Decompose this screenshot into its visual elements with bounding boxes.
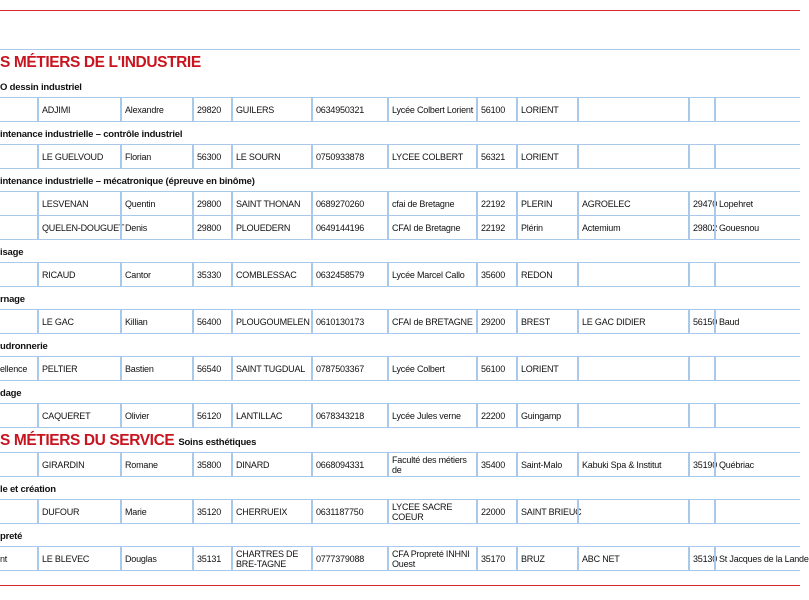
city-cell: CHARTRES DE BRE-TAGNE xyxy=(231,547,311,570)
last-name-cell: DUFOUR xyxy=(37,500,120,523)
phone-cell: 0689270260 xyxy=(311,192,387,215)
company-city-cell xyxy=(714,263,800,286)
city-cell: SAINT TUGDUAL xyxy=(231,357,311,380)
phone-cell: 0787503367 xyxy=(311,357,387,380)
last-name-cell: RICAUD xyxy=(37,263,120,286)
school-cell: CFA Propreté INHNI Ouest xyxy=(387,547,476,570)
school-cell: Faculté des métiers de xyxy=(387,453,476,476)
school-city-cell: BRUZ xyxy=(516,547,577,570)
first-name-cell: Denis xyxy=(120,216,192,239)
group-subtitle: intenance industrielle – contrôle industriel xyxy=(0,129,183,140)
group-subtitle: isage xyxy=(0,247,24,258)
city-cell: PLOUGOUMELEN xyxy=(231,310,311,333)
table-row xyxy=(0,215,800,240)
first-name-cell: Douglas xyxy=(120,547,192,570)
table-row xyxy=(0,144,800,169)
school-postal-code-cell: 56321 xyxy=(476,145,516,168)
first-name-cell: Marie xyxy=(120,500,192,523)
group-subtitle: dage xyxy=(0,388,22,399)
specialty-cell: ellence xyxy=(0,363,28,374)
school-cell: LYCEE COLBERT xyxy=(387,145,476,168)
top-rule xyxy=(0,10,800,11)
school-city-cell: Saint-Malo xyxy=(516,453,577,476)
table-row xyxy=(0,262,800,287)
last-name-cell: GIRARDIN xyxy=(37,453,120,476)
company-postal-code-cell: 35190 xyxy=(688,453,714,476)
school-city-cell: LORIENT xyxy=(516,98,577,121)
company-postal-code-cell: 29470 xyxy=(688,192,714,215)
school-city-cell: BREST xyxy=(516,310,577,333)
city-cell: DINARD xyxy=(231,453,311,476)
phone-cell: 0678343218 xyxy=(311,404,387,427)
school-city-cell: PLERIN xyxy=(516,192,577,215)
group-subtitle: O dessin industriel xyxy=(0,82,82,93)
last-name-cell: PELTIER xyxy=(37,357,120,380)
school-postal-code-cell: 22192 xyxy=(476,192,516,215)
specialty-cell xyxy=(0,216,37,239)
specialty-cell xyxy=(0,263,37,286)
company-city-cell: Baud xyxy=(714,310,800,333)
company-postal-code-cell: 56150 xyxy=(688,310,714,333)
city-cell: LE SOURN xyxy=(231,145,311,168)
company-cell xyxy=(577,145,688,168)
phone-cell: 0777379088 xyxy=(311,547,387,570)
company-postal-code-cell xyxy=(688,357,714,380)
section-title: S MÉTIERS DU SERVICE xyxy=(0,432,175,449)
school-postal-code-cell: 22000 xyxy=(476,500,516,523)
phone-cell: 0649144196 xyxy=(311,216,387,239)
company-city-cell: Lopehret xyxy=(714,192,800,215)
postal-code-cell: 56120 xyxy=(192,404,231,427)
postal-code-cell: 29820 xyxy=(192,98,231,121)
phone-cell: 0632458579 xyxy=(311,263,387,286)
first-name-cell: Florian xyxy=(120,145,192,168)
company-cell xyxy=(577,357,688,380)
table-row xyxy=(0,97,800,122)
company-postal-code-cell xyxy=(688,263,714,286)
postal-code-cell: 56540 xyxy=(192,357,231,380)
first-name-cell: Bastien xyxy=(120,357,192,380)
group-subtitle: le et création xyxy=(0,484,56,495)
company-city-cell: Gouesnou xyxy=(714,216,800,239)
city-cell: GUILERS xyxy=(231,98,311,121)
school-city-cell: SAINT BRIEUC xyxy=(516,500,577,523)
phone-cell: 0634950321 xyxy=(311,98,387,121)
specialty-cell xyxy=(0,453,37,476)
first-name-cell: Romane xyxy=(120,453,192,476)
school-postal-code-cell: 22192 xyxy=(476,216,516,239)
company-city-cell xyxy=(714,145,800,168)
company-cell xyxy=(577,404,688,427)
company-cell xyxy=(577,263,688,286)
postal-code-cell: 56400 xyxy=(192,310,231,333)
specialty-cell xyxy=(0,192,37,215)
company-cell: ABC NET xyxy=(577,547,688,570)
city-cell: LANTILLAC xyxy=(231,404,311,427)
table-row xyxy=(0,546,809,571)
school-city-cell: REDON xyxy=(516,263,577,286)
company-postal-code-cell: 35130 xyxy=(688,547,714,570)
postal-code-cell: 35131 xyxy=(192,547,231,570)
school-cell: LYCEE SACRE COEUR xyxy=(387,500,476,523)
phone-cell: 0631187750 xyxy=(311,500,387,523)
last-name-cell: LE GUELVOUD xyxy=(37,145,120,168)
section-subtitle: Soins esthétiques xyxy=(178,437,257,448)
school-city-cell: Guingamp xyxy=(516,404,577,427)
specialty-cell xyxy=(0,310,37,333)
specialty-cell xyxy=(0,404,37,427)
school-postal-code-cell: 29200 xyxy=(476,310,516,333)
company-city-cell xyxy=(714,357,800,380)
school-cell: Lycée Colbert xyxy=(387,357,476,380)
company-postal-code-cell xyxy=(688,145,714,168)
company-postal-code-cell xyxy=(688,500,714,523)
postal-code-cell: 35330 xyxy=(192,263,231,286)
city-cell: SAINT THONAN xyxy=(231,192,311,215)
company-postal-code-cell: 29802 xyxy=(688,216,714,239)
first-name-cell: Killian xyxy=(120,310,192,333)
last-name-cell: LE BLEVEC xyxy=(37,547,120,570)
table-row xyxy=(0,452,800,477)
company-cell: LE GAC DIDIER xyxy=(577,310,688,333)
first-name-cell: Quentin xyxy=(120,192,192,215)
school-cell: CFAI de Bretagne xyxy=(387,216,476,239)
table-row xyxy=(0,191,800,216)
company-city-cell: Québriac xyxy=(714,453,800,476)
group-subtitle: rnage xyxy=(0,294,25,305)
school-postal-code-cell: 56100 xyxy=(476,357,516,380)
company-cell xyxy=(577,500,688,523)
city-cell: COMBLESSAC xyxy=(231,263,311,286)
last-name-cell: CAQUERET xyxy=(37,404,120,427)
school-cell: Lycée Marcel Callo xyxy=(387,263,476,286)
company-city-cell xyxy=(714,98,800,121)
first-name-cell: Cantor xyxy=(120,263,192,286)
company-postal-code-cell xyxy=(688,98,714,121)
phone-cell: 0668094331 xyxy=(311,453,387,476)
postal-code-cell: 29800 xyxy=(192,192,231,215)
table-row xyxy=(0,499,800,524)
school-cell: Lycée Jules verne xyxy=(387,404,476,427)
school-cell: Lycée Colbert Lorient xyxy=(387,98,476,121)
table-row xyxy=(0,356,800,381)
company-city-cell xyxy=(714,500,800,523)
phone-cell: 0610130173 xyxy=(311,310,387,333)
section-title: S MÉTIERS DE L'INDUSTRIE xyxy=(0,54,201,71)
group-subtitle: udronnerie xyxy=(0,341,48,352)
specialty-cell xyxy=(0,500,37,523)
first-name-cell: Olivier xyxy=(120,404,192,427)
postal-code-cell: 56300 xyxy=(192,145,231,168)
school-city-cell: LORIENT xyxy=(516,357,577,380)
specialty-cell xyxy=(0,145,37,168)
postal-code-cell: 35120 xyxy=(192,500,231,523)
company-postal-code-cell xyxy=(688,404,714,427)
specialty-cell xyxy=(0,98,37,121)
city-cell: CHERRUEIX xyxy=(231,500,311,523)
section-header xyxy=(0,428,800,453)
school-postal-code-cell: 35600 xyxy=(476,263,516,286)
company-cell: Kabuki Spa & Institut xyxy=(577,453,688,476)
last-name-cell: LESVENAN xyxy=(37,192,120,215)
school-postal-code-cell: 35170 xyxy=(476,547,516,570)
company-cell xyxy=(577,98,688,121)
last-name-cell: ADJIMI xyxy=(37,98,120,121)
registration-table xyxy=(0,49,809,571)
company-cell: AGROELEC xyxy=(577,192,688,215)
phone-cell: 0750933878 xyxy=(311,145,387,168)
specialty-cell: nt xyxy=(0,553,8,564)
school-city-cell: Plérin xyxy=(516,216,577,239)
school-cell: cfai de Bretagne xyxy=(387,192,476,215)
last-name-cell: QUELEN-DOUGUET xyxy=(37,216,120,239)
bottom-rule xyxy=(0,585,800,586)
city-cell: PLOUEDERN xyxy=(231,216,311,239)
company-city-cell: St Jacques de la Lande xyxy=(714,547,800,570)
company-cell: Actemium xyxy=(577,216,688,239)
company-city-cell xyxy=(714,404,800,427)
group-subtitle: intenance industrielle – mécatronique (épreuve en binôme) xyxy=(0,176,255,187)
table-row xyxy=(0,309,800,334)
section-header xyxy=(0,50,800,75)
school-cell: CFAI de BRETAGNE xyxy=(387,310,476,333)
school-postal-code-cell: 56100 xyxy=(476,98,516,121)
group-subtitle: preté xyxy=(0,531,23,542)
postal-code-cell: 35800 xyxy=(192,453,231,476)
school-postal-code-cell: 22200 xyxy=(476,404,516,427)
school-postal-code-cell: 35400 xyxy=(476,453,516,476)
table-row xyxy=(0,403,800,428)
postal-code-cell: 29800 xyxy=(192,216,231,239)
first-name-cell: Alexandre xyxy=(120,98,192,121)
school-city-cell: LORIENT xyxy=(516,145,577,168)
last-name-cell: LE GAC xyxy=(37,310,120,333)
